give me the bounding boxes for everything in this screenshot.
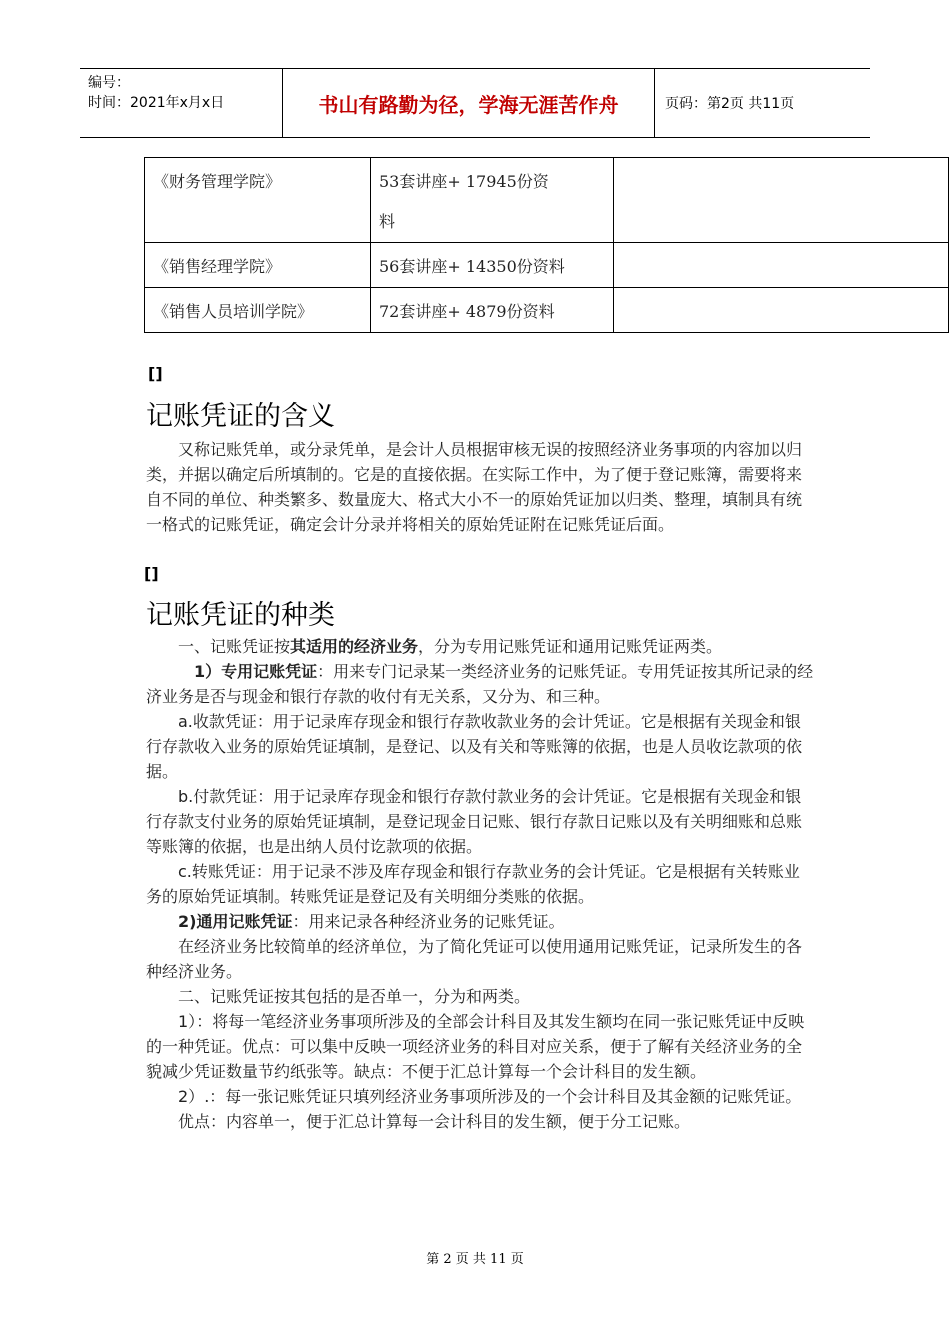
paragraph: 又称记账凭单，或分录凭单，是会计人员根据审核无误的按照经济业务事项的内容加以归类，并据以确定后所填制的。它是的直接依据。在实际工作中，为了便于登记账簿，需要将来自不同的单位、种类繁多、数量庞大、格式大小不一的原始凭证加以归类、整理，填制具有统一格式的记账凭证，确定会计分录并将相关的原始凭证附在记账凭证后面。 [146,440,803,534]
paragraph [146,909,814,934]
list-marker: b. [178,787,194,806]
table-cell-count: 56套讲座+ 14350份资料 [371,243,614,288]
text: ：用来专门记录某一类经济业务的记账凭证。专用凭证按其所记录的经济业务是否与现金和银行存款的收付有无关系，又分为、和三种。 [146,662,814,706]
header-meta [80,69,283,137]
table-cell-count [371,158,614,243]
header-motto: 书山有路勤为径，学海无涯苦作舟 [283,69,655,137]
paragraph [146,784,814,859]
text: .：每一张记账凭证只填列经济业务事项所涉及的一个会计科目及其金额的记账凭证。 [204,1087,802,1106]
anchor-mark: [] [148,364,163,383]
paragraph [146,1009,814,1084]
table-row [145,288,949,333]
text: ，分为专用记账凭证和通用记账凭证两类。 [418,637,723,656]
table-cell-note [614,288,949,333]
bold-text: 2)通用记账凭证 [178,912,293,931]
doc-date-label: 时间：2021年x月x日 [88,95,225,111]
list-marker: c. [178,862,192,881]
paragraph [146,659,814,709]
text: ：用来记录各种经济业务的记账凭证。 [292,912,565,931]
section-title-meaning: 记账凭证的含义 [146,401,335,432]
paragraph: 二、记账凭证按其包括的是否单一，分为和两类。 [178,987,531,1006]
doc-number-label: 编号： [88,75,130,91]
list-marker: a. [178,712,193,731]
section-body-types [146,634,814,1134]
table-row [145,243,949,288]
table-cell-count-line: 53套讲座+ 17945份资 [379,172,549,191]
paragraph: 优点：内容单一，便于汇总计算每一会计科目的发生额，便于分工记账。 [178,1112,691,1131]
paragraph [146,634,814,659]
table-cell-name: 《财务管理学院》 [145,158,371,243]
text: ：将每一笔经济业务事项所涉及的全部会计科目及其发生额均在同一张记账凭证中反映的一种凭证。优点：可以集中反映一项经济业务的科目对应关系，便于了解有关经济业务的全貌减少凭证数量节约纸张等。缺点：不便于汇总计算每一个会计科目的发生额。 [146,1012,805,1081]
list-marker: 2） [178,1087,205,1106]
text: 付款凭证：用于记录库存现金和银行存款付款业务的会计凭证。它是根据有关现金和银行存款支付业务的原始凭证填制，是登记现金日记账、银行存款日记账以及有关明细账和总账等账簿的依据，也是出纳人员付讫款项的依据。 [146,787,803,856]
table-cell-note [614,158,949,243]
bold-text: 其适用的经济业务 [290,637,419,656]
resource-table [144,157,949,333]
table-cell-note [614,243,949,288]
text: 收款凭证：用于记录库存现金和银行存款收款业务的会计凭证。它是根据有关现金和银行存款收入业务的原始凭证填制，是登记、以及有关和等账簿的依据，也是人员收讫款项的依据。 [146,712,803,781]
table-cell-count-line: 料 [379,212,396,231]
paragraph: 在经济业务比较简单的经济单位，为了简化凭证可以使用通用记账凭证，记录所发生的各种经济业务。 [146,937,803,981]
paragraph [146,709,814,784]
table-cell-count: 72套讲座+ 4879份资料 [371,288,614,333]
text: 一、记账凭证按 [178,637,291,656]
paragraph [146,859,814,909]
page-header [80,68,870,138]
page-footer: 第 2 页 共 11 页 [426,1252,524,1267]
section-body-meaning [146,437,814,537]
header-page-label: 页码：第2页 共11页 [665,96,795,112]
text: 转账凭证：用于记录不涉及库存现金和银行存款业务的会计凭证。它是根据有关转账业务的原始凭证填制。转账凭证是登记及有关明细分类账的依据。 [146,862,800,906]
list-marker: 1） [178,1012,197,1031]
table-row [145,158,949,243]
section-title-types: 记账凭证的种类 [146,600,335,631]
bold-text: 1）专用记账凭证 [194,662,318,681]
anchor-mark: [] [144,564,159,583]
table-cell-name: 《销售经理学院》 [145,243,371,288]
table-cell-name: 《销售人员培训学院》 [145,288,371,333]
paragraph [146,1084,814,1109]
